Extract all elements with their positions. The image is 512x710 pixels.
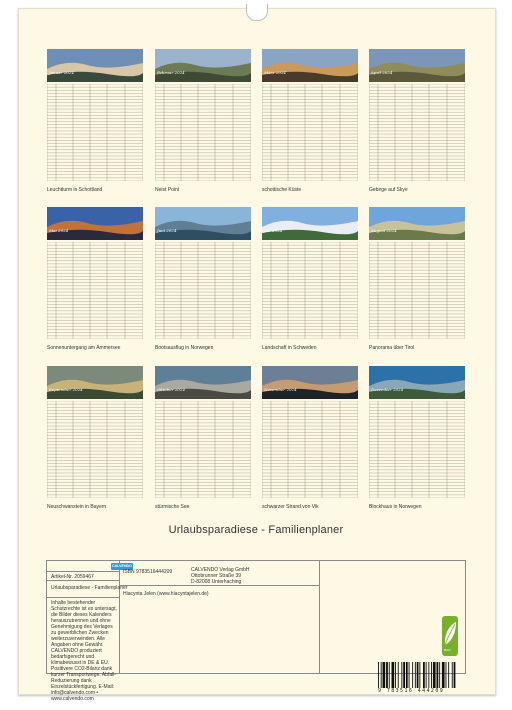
isbn: ISBN 9783516444209 [123,569,173,575]
eco-label: eco [444,647,451,652]
publisher-city: D-82008 Unterhaching [191,579,242,585]
month-photo [155,366,251,399]
article-number: Artikel-Nr. 2059467 [51,574,94,580]
month-label: Juni 2024 [157,228,177,233]
planner-grid [155,242,251,339]
legal-text: Inhalte bestehender Schutzrechte ist es untersagt, die Bilder dieses Kalenders herauszutrennen und ohne Genehmigung des Verlages zu gewerblichen Zwecken weiterzuverwenden. Alle Angaben ohne Gewähr. CALVENDO produziert bedarfsgerecht und klimabewusst in DE & EU. Positivere CO2-Bilanz dank kurzer Transportwege. Abfall-Reduzierung dank Einzelstückfertigung. E-Mail: info@calvendo.com • www.calvendo.com [51,600,117,702]
month-label: April 2024 [371,70,393,75]
month-block [262,207,358,352]
info-divider [119,561,120,673]
planner-grid [369,401,465,498]
info-divider [47,597,119,598]
info-box [46,560,466,702]
month-label: März 2024 [264,70,286,75]
photo-caption: schottische Küste [262,187,302,193]
month-label: November 2024 [264,387,297,392]
month-block [369,207,465,352]
photo-caption: stürmische See [155,504,190,510]
month-photo [47,207,143,240]
photo-caption: Panorama über Tirol [369,345,415,351]
month-block [155,207,251,352]
month-photo [369,49,465,82]
month-label: Juli 2024 [264,228,283,233]
month-block [47,207,143,352]
photo-caption: Sonnenuntergang am Ammersee [47,345,121,351]
planner-grid [369,242,465,339]
planner-grid [369,84,465,181]
planner-grid [155,401,251,498]
barcode-number: 9 783516 444209 [378,688,445,694]
month-block [47,49,143,194]
month-label: Januar 2024 [49,70,74,75]
month-photo [262,366,358,399]
info-divider [319,561,320,673]
month-photo [155,49,251,82]
calendar-title: Urlaubsparadiese - Familienplaner [168,524,344,536]
month-photo [369,207,465,240]
photo-caption: Neuschwanstein in Bayern [47,504,107,510]
publisher-name: CALVENDO Verlag GmbH [191,567,250,573]
month-photo [47,366,143,399]
month-block [155,49,251,194]
month-photo [262,49,358,82]
month-block [369,49,465,194]
planner-grid [47,242,143,339]
planner-grid [47,401,143,498]
photo-caption: schwarzer Strand von Vik [262,504,319,510]
month-photo [369,366,465,399]
month-block [47,366,143,511]
month-label: Dezember 2024 [371,387,404,392]
author: Hiacynta Jelen (www.hiacyntajelen.de) [123,591,209,597]
info-divider [47,571,119,572]
photo-caption: Bootsausflug in Norwegen [155,345,214,351]
barcode [376,662,456,688]
month-label: Februar 2024 [157,70,185,75]
photo-caption: Neist Point [155,187,180,193]
calvendo-logo: CALVENDO [112,564,132,568]
photo-caption: Leuchtturm in Schottland [47,187,103,193]
month-block [262,366,358,511]
planner-grid [262,401,358,498]
info-divider [47,580,119,581]
planner-grid [155,84,251,181]
month-photo [262,207,358,240]
month-label: Mai 2024 [49,228,69,233]
photo-caption: Landschaft in Schweden [262,345,317,351]
planner-grid [47,84,143,181]
month-photo [155,207,251,240]
month-label: Oktober 2024 [157,387,186,392]
month-block [369,366,465,511]
photo-caption: Blockhaus in Norwegen [369,504,422,510]
info-divider [119,585,319,586]
planner-grid [262,84,358,181]
month-photo [47,49,143,82]
planner-grid [262,242,358,339]
month-block [155,366,251,511]
product-name: Urlaubsparadiese - Familienplaner [51,585,128,591]
photo-caption: Gebirge auf Skye [369,187,408,193]
month-label: August 2024 [371,228,397,233]
publisher-street: Ottobrunner Straße 39 [191,573,242,579]
month-label: September 2024 [49,387,83,392]
month-block [262,49,358,194]
